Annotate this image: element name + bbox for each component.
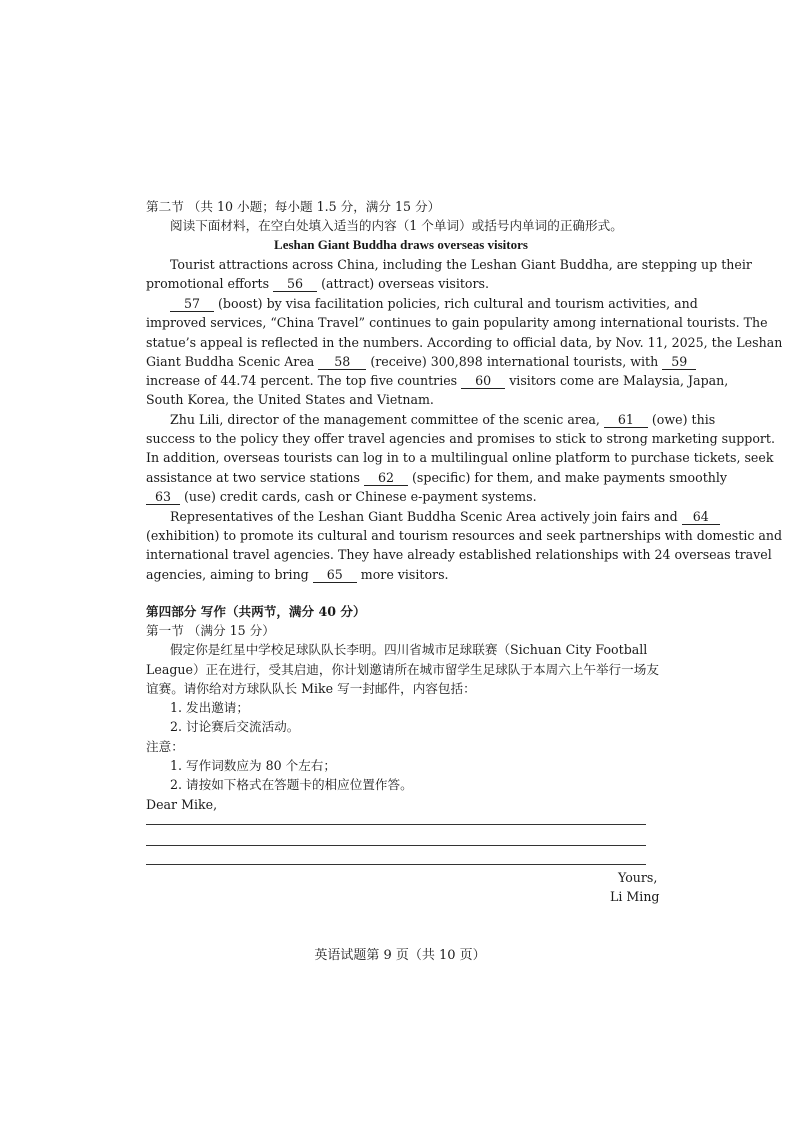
passage-text: promotional efforts	[146, 276, 270, 291]
passage-text: (receive) 300,898 international tourists, with	[370, 354, 659, 369]
passage-text: (attract) overseas visitors.	[321, 276, 490, 291]
passage-line	[170, 295, 698, 313]
task-line: 假定你是红星中学校足球队队长李明。四川省城市足球联赛（Sichuan City Football	[170, 642, 648, 657]
passage-text: Zhu Lili, director of the management committee of the scenic area,	[170, 412, 600, 427]
passage-text: Giant Buddha Scenic Area	[146, 354, 315, 369]
passage-line	[170, 411, 716, 429]
passage-text: Representatives of the Leshan Giant Buddha Scenic Area actively join fairs and	[170, 509, 678, 524]
passage-line: Tourist attractions across China, including the Leshan Giant Buddha, are stepping up their	[170, 257, 752, 272]
task-item: 2. 讨论赛后交流活动。	[170, 719, 300, 734]
passage-text: more visitors.	[360, 567, 449, 582]
note-item: 1. 写作词数应为 80 个左右；	[170, 758, 336, 773]
section2-instruction: 阅读下面材料，在空白处填入适当的内容（1 个单词）或括号内单词的正确形式。	[170, 218, 623, 233]
passage-line: international travel agencies. They have already established relationships with 24 overseas travel	[146, 547, 772, 562]
part4-subheading: 第一节 （满分 15 分）	[146, 623, 275, 638]
task-item: 1. 发出邀请；	[170, 700, 249, 715]
passage-line	[146, 353, 688, 371]
closing: Yours,	[618, 870, 658, 885]
passage-text: (specific) for them, and make payments smoothly	[412, 470, 728, 485]
answer-line[interactable]	[146, 864, 646, 865]
passage-line	[146, 469, 728, 487]
section2-heading: 第二节 （共 10 小题；每小题 1.5 分，满分 15 分）	[146, 199, 441, 214]
task-line: League）正在进行，受其启迪，你计划邀请所在城市留学生足球队于本周六上午举行一场友	[146, 662, 659, 677]
passage-text: increase of 44.74 percent. The top five countries	[146, 373, 458, 388]
passage-text: visitors come are Malaysia, Japan,	[509, 373, 729, 388]
passage-text: (owe) this	[651, 412, 716, 427]
note-label: 注意：	[146, 739, 184, 754]
blank-65[interactable]: 65	[313, 568, 357, 583]
passage-text: (boost) by visa facilitation policies, rich cultural and tourism activities, and	[218, 296, 698, 311]
passage-line	[146, 488, 656, 506]
signature: Li Ming	[610, 889, 660, 904]
page-footer: 英语试题第 9 页（共 10 页）	[314, 948, 486, 963]
answer-line[interactable]	[146, 845, 646, 846]
passage-line	[146, 275, 656, 293]
passage-line	[146, 372, 729, 390]
blank-61[interactable]: 61	[604, 413, 648, 428]
blank-59[interactable]: 59	[662, 355, 696, 370]
passage-line: success to the policy they offer travel agencies and promises to stick to strong marketing support.	[146, 431, 775, 446]
passage-line: improved services, “China Travel” continues to gain popularity among international tourists. The	[146, 315, 768, 330]
passage-line: (exhibition) to promote its cultural and tourism resources and seek partnerships with domestic and	[146, 528, 783, 543]
passage-text: (use) credit cards, cash or Chinese e-payment systems.	[184, 489, 537, 504]
task-line: 谊赛。请你给对方球队队长 Mike 写一封邮件，内容包括：	[146, 681, 476, 696]
answer-line[interactable]	[146, 824, 646, 825]
part4-heading: 第四部分 写作（共两节，满分 40 分）	[146, 604, 366, 619]
blank-62[interactable]: 62	[364, 471, 408, 486]
passage-title: Leshan Giant Buddha draws overseas visitors	[274, 237, 528, 252]
passage-line: statue’s appeal is reflected in the numbers. According to official data, by Nov. 11, 2025, the Leshan	[146, 335, 783, 350]
passage-text: assistance at two service stations	[146, 470, 360, 485]
passage-line	[170, 508, 709, 526]
passage-line: South Korea, the United States and Vietnam.	[146, 392, 434, 407]
salutation: Dear Mike,	[146, 797, 218, 812]
blank-63[interactable]: 63	[146, 490, 180, 505]
passage-line	[146, 566, 656, 584]
blank-58[interactable]: 58	[318, 355, 366, 370]
blank-64[interactable]: 64	[682, 510, 720, 525]
blank-60[interactable]: 60	[461, 374, 505, 389]
blank-57[interactable]: 57	[170, 297, 214, 312]
passage-text: agencies, aiming to bring	[146, 567, 309, 582]
passage-line: In addition, overseas tourists can log in to a multilingual online platform to purchase tickets, seek	[146, 450, 774, 465]
note-item: 2. 请按如下格式在答题卡的相应位置作答。	[170, 777, 413, 792]
blank-56[interactable]: 56	[273, 277, 317, 292]
